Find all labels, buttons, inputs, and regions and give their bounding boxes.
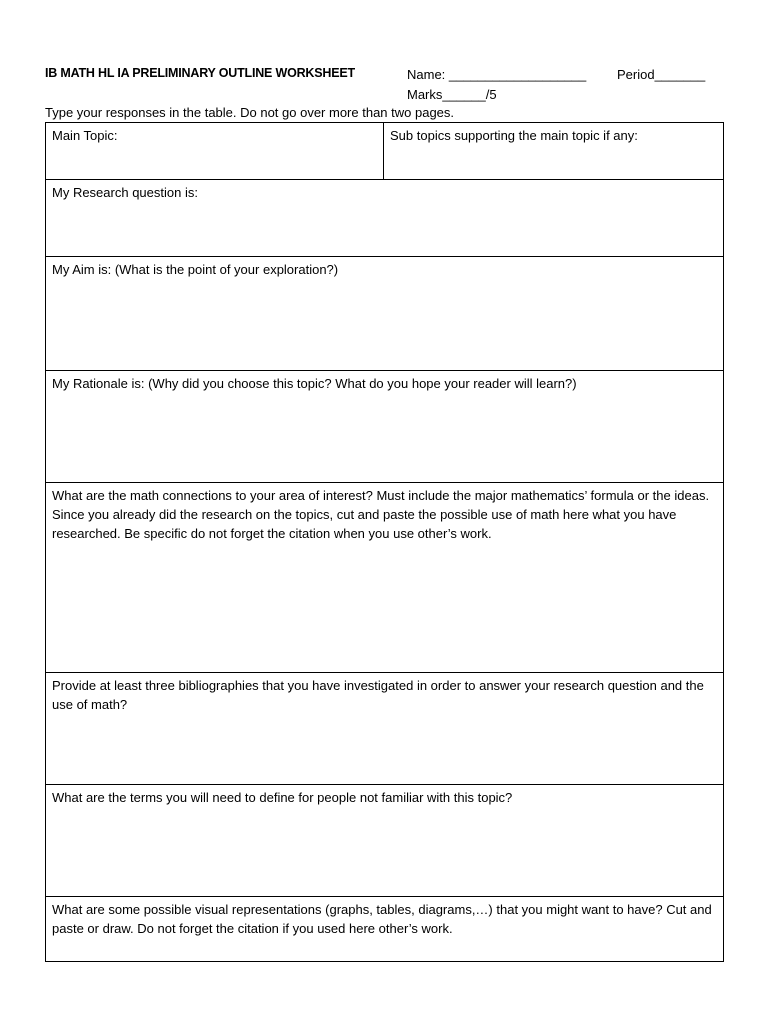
rationale-cell[interactable] [46, 371, 724, 483]
marks-field: Marks______/5 [407, 87, 497, 102]
main-topic-cell[interactable] [46, 123, 384, 180]
aim-label: My Aim is: (What is the point of your exploration?) [52, 262, 339, 277]
table-row [46, 673, 724, 785]
terms-cell[interactable] [46, 785, 724, 897]
worksheet-title: IB MATH HL IA PRELIMINARY OUTLINE WORKSHEET [45, 66, 355, 80]
math-connections-label: What are the math connections to your area of interest? Must include the major mathematics’ formula or the ideas. Since you already did the research on the topics, cut and paste the possible use of math here what you have researched. Be specific do not forget the citation when you use other’s work. [52, 488, 710, 541]
table-row [46, 371, 724, 483]
visuals-cell[interactable] [46, 897, 724, 962]
aim-cell[interactable] [46, 257, 724, 371]
table-row [46, 483, 724, 673]
table-row [46, 785, 724, 897]
table-row [46, 897, 724, 962]
rationale-label: My Rationale is: (Why did you choose this topic? What do you hope your reader will learn?) [52, 376, 577, 391]
table-row [46, 180, 724, 257]
period-field: Period_______ [617, 67, 706, 82]
bibliographies-label: Provide at least three bibliographies that you have investigated in order to answer your research question and the use of math? [52, 678, 704, 712]
table-row [46, 123, 724, 180]
research-question-cell[interactable] [46, 180, 724, 257]
sub-topics-label: Sub topics supporting the main topic if any: [390, 128, 638, 143]
visuals-label: What are some possible visual representations (graphs, tables, diagrams,…) that you might want to have? Cut and paste or draw. Do not forget the citation if you used here other’s work. [52, 902, 712, 936]
sub-topics-cell[interactable] [384, 123, 724, 180]
main-topic-label: Main Topic: [52, 128, 118, 143]
terms-label: What are the terms you will need to define for people not familiar with this topic? [52, 790, 513, 805]
bibliographies-cell[interactable] [46, 673, 724, 785]
instructions-text: Type your responses in the table. Do not go over more than two pages. [45, 105, 455, 120]
math-connections-cell[interactable] [46, 483, 724, 673]
outline-table [45, 122, 724, 962]
research-question-label: My Research question is: [52, 185, 198, 200]
table-row [46, 257, 724, 371]
name-field: Name: ___________________ [407, 67, 587, 82]
